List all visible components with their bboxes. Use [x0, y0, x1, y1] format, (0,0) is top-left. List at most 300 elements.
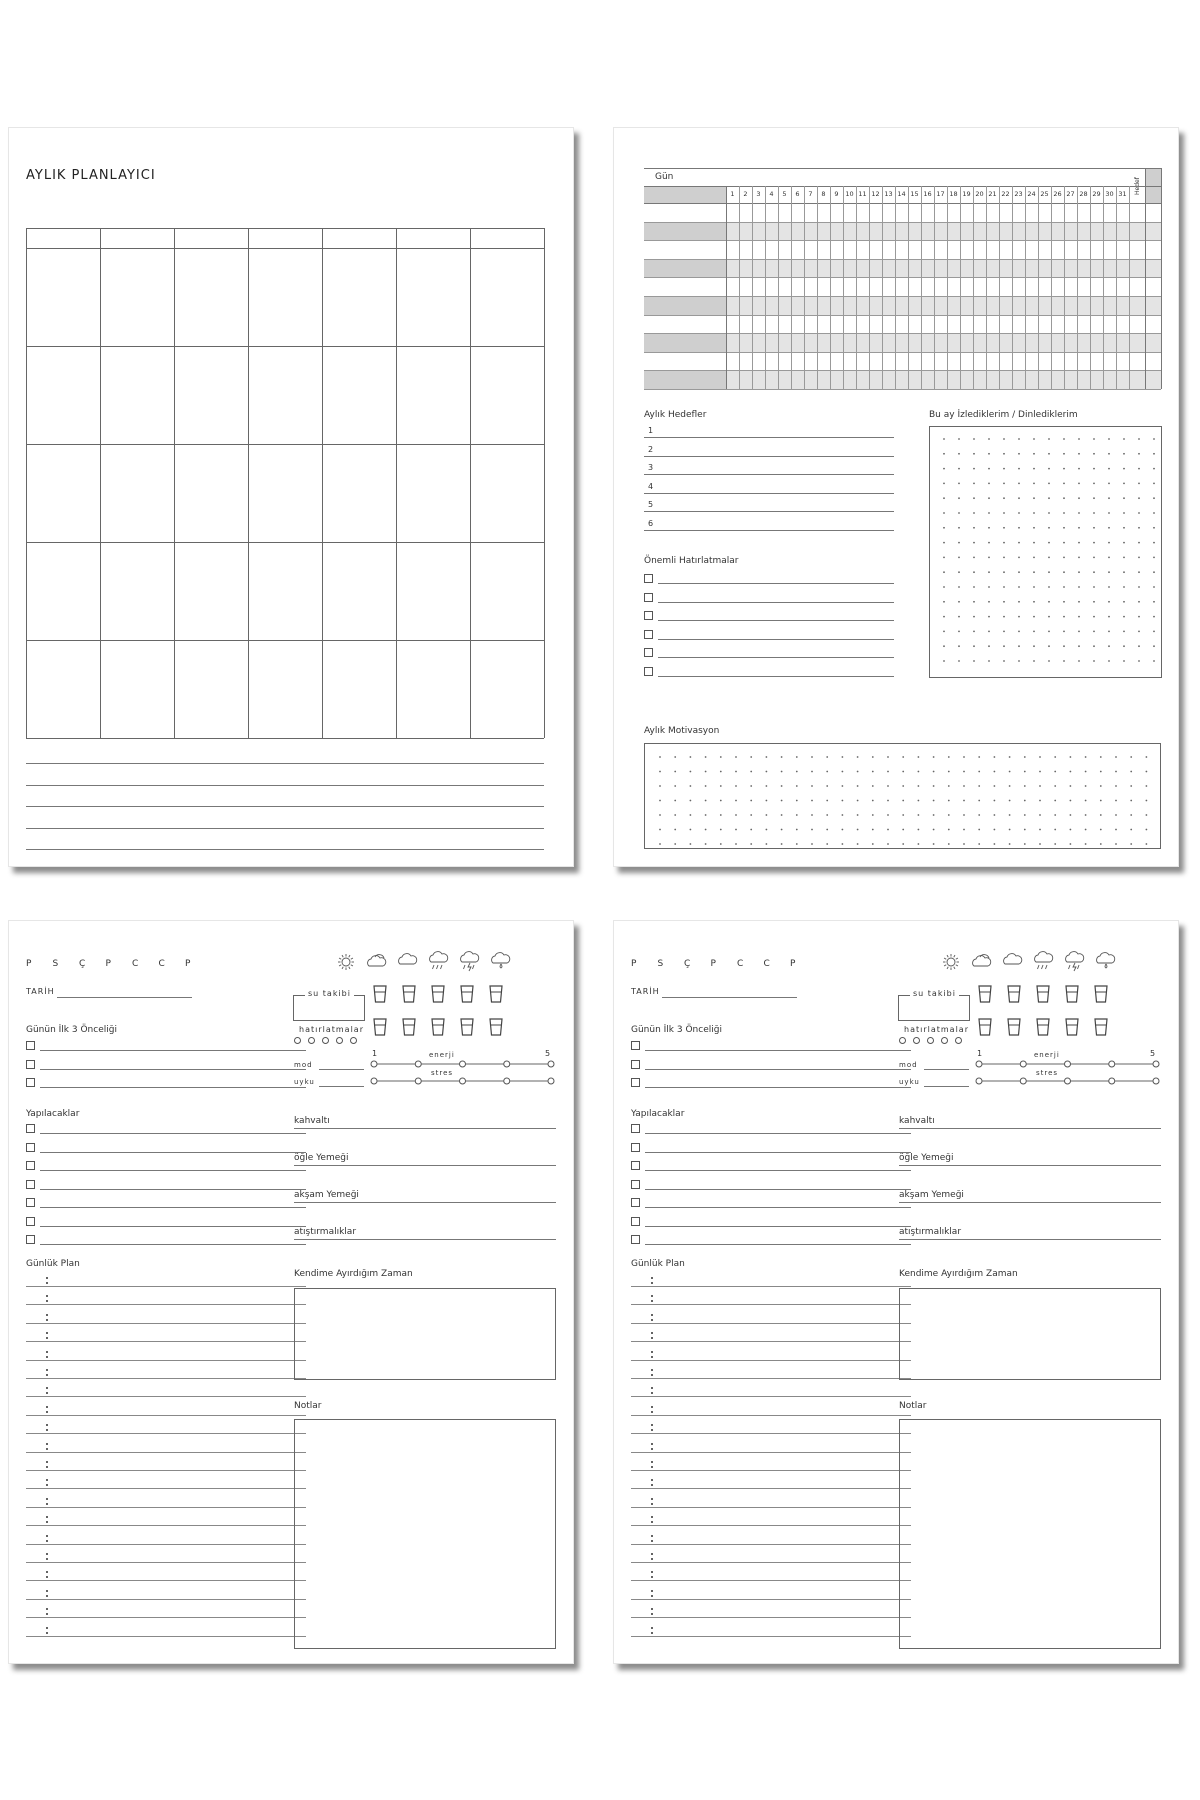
reminder-circle[interactable]: [294, 1037, 301, 1044]
todo-line[interactable]: [645, 1226, 911, 1227]
plan-line[interactable]: [26, 1544, 306, 1545]
water-box[interactable]: [293, 995, 365, 1021]
todo-line[interactable]: [40, 1244, 306, 1245]
grid-dot: [1138, 497, 1140, 499]
calendar-day-cell[interactable]: [26, 444, 100, 542]
cloud-icon[interactable]: [399, 954, 417, 964]
partly-cloudy-icon[interactable]: [368, 955, 386, 966]
priority-line[interactable]: [40, 1069, 306, 1070]
rating-step[interactable]: [460, 1061, 466, 1067]
todo-line[interactable]: [645, 1207, 911, 1208]
reminder-circle[interactable]: [955, 1037, 962, 1044]
rating-step[interactable]: [1109, 1061, 1115, 1067]
calendar-day-cell[interactable]: [470, 248, 544, 346]
dot-grid: [930, 427, 1163, 679]
reminder-line[interactable]: [658, 639, 894, 640]
habit-row[interactable]: [644, 296, 1161, 315]
me-time-box[interactable]: [294, 1288, 556, 1380]
habit-row[interactable]: [644, 370, 1161, 389]
water-glass-icon[interactable]: [1095, 986, 1107, 1002]
todo-line[interactable]: [40, 1152, 306, 1153]
habit-name-cell[interactable]: [644, 296, 726, 315]
plan-line[interactable]: [26, 1452, 306, 1453]
weekday-letter[interactable]: P: [185, 959, 191, 969]
plan-line[interactable]: [26, 1415, 306, 1416]
plan-time-colon: [651, 1571, 653, 1573]
water-glass-icon[interactable]: [1037, 1019, 1049, 1035]
weekday-letter[interactable]: P: [105, 959, 111, 969]
plan-line[interactable]: [26, 1562, 306, 1563]
water-glass-icon[interactable]: [1095, 1019, 1107, 1035]
grid-dot: [781, 800, 783, 802]
reminder-line[interactable]: [658, 602, 894, 603]
calendar-day-cell[interactable]: [322, 346, 396, 444]
priority-checkbox[interactable]: [26, 1041, 35, 1050]
habit-name-cell[interactable]: [644, 259, 726, 278]
calendar-day-cell[interactable]: [470, 444, 544, 542]
calendar-day-cell[interactable]: [396, 640, 470, 738]
water-glass-icon[interactable]: [1066, 1019, 1078, 1035]
reminder-line[interactable]: [658, 657, 894, 658]
reminder-circle[interactable]: [336, 1037, 343, 1044]
todo-checkbox[interactable]: [631, 1161, 640, 1170]
calendar-day-cell[interactable]: [26, 542, 100, 640]
habit-row[interactable]: [644, 277, 1161, 296]
weekday-letter[interactable]: C: [763, 959, 770, 969]
notes-box[interactable]: [899, 1419, 1161, 1649]
grid-dot: [1093, 645, 1095, 647]
sleep-field[interactable]: [924, 1086, 969, 1087]
water-glass-icon[interactable]: [374, 1019, 386, 1035]
note-line[interactable]: [26, 849, 544, 850]
grid-dot: [1108, 557, 1110, 559]
reminder-circle[interactable]: [322, 1037, 329, 1044]
priority-line[interactable]: [40, 1087, 306, 1088]
calendar-day-cell[interactable]: [26, 346, 100, 444]
plan-line[interactable]: [631, 1304, 911, 1305]
todo-checkbox[interactable]: [631, 1217, 640, 1226]
grid-dot: [735, 814, 737, 816]
todo-checkbox[interactable]: [26, 1198, 35, 1207]
plan-time-colon: [46, 1406, 48, 1408]
plan-time-colon: [46, 1576, 48, 1578]
plan-line[interactable]: [26, 1286, 306, 1287]
plan-line[interactable]: [26, 1580, 306, 1581]
water-glass-icon[interactable]: [461, 1019, 473, 1035]
todo-line[interactable]: [40, 1226, 306, 1227]
todo-checkbox[interactable]: [26, 1124, 35, 1133]
plan-line[interactable]: [631, 1378, 911, 1379]
calendar-day-cell[interactable]: [322, 542, 396, 640]
plan-line[interactable]: [631, 1470, 911, 1471]
calendar-day-cell[interactable]: [248, 640, 322, 738]
calendar-day-cell[interactable]: [396, 542, 470, 640]
day-number: 29: [1092, 190, 1101, 198]
rating-step[interactable]: [415, 1078, 421, 1084]
grid-dot: [1138, 483, 1140, 485]
water-glass-icon[interactable]: [403, 1019, 415, 1035]
goal-line[interactable]: [644, 437, 894, 438]
plan-line[interactable]: [26, 1323, 306, 1324]
priority-checkbox[interactable]: [26, 1060, 35, 1069]
meal-line[interactable]: [899, 1128, 1161, 1129]
calendar-grid: [26, 228, 544, 738]
mood-field[interactable]: [319, 1069, 364, 1070]
grid-dot: [735, 756, 737, 758]
grid-dot: [943, 527, 945, 529]
reminder-circle[interactable]: [899, 1037, 906, 1044]
plan-line[interactable]: [631, 1341, 911, 1342]
water-glass-icon[interactable]: [403, 986, 415, 1002]
water-glass-icon[interactable]: [374, 986, 386, 1002]
reminder-circle[interactable]: [927, 1037, 934, 1044]
todo-checkbox[interactable]: [26, 1180, 35, 1189]
priority-checkbox[interactable]: [631, 1060, 640, 1069]
plan-line[interactable]: [631, 1396, 911, 1397]
habit-row[interactable]: [644, 333, 1161, 352]
water-glass-icon[interactable]: [979, 1019, 991, 1035]
plan-line[interactable]: [631, 1452, 911, 1453]
habit-name-cell[interactable]: [644, 333, 726, 352]
reminder-line[interactable]: [658, 620, 894, 621]
calendar-day-cell[interactable]: [100, 248, 174, 346]
sun-icon[interactable]: [338, 954, 354, 970]
plan-line[interactable]: [631, 1562, 911, 1563]
rating-step[interactable]: [1065, 1078, 1071, 1084]
water-glass-icon[interactable]: [1066, 986, 1078, 1002]
notes-box[interactable]: [294, 1419, 556, 1649]
plan-line[interactable]: [26, 1433, 306, 1434]
habit-name-cell[interactable]: [644, 315, 726, 334]
water-glass-icon[interactable]: [490, 1019, 502, 1035]
reminder-circle[interactable]: [350, 1037, 357, 1044]
calendar-day-cell[interactable]: [470, 640, 544, 738]
calendar-day-cell[interactable]: [100, 542, 174, 640]
cloud-drizzle-icon[interactable]: [1097, 953, 1115, 968]
plan-line[interactable]: [26, 1360, 306, 1361]
habit-name-cell[interactable]: [644, 277, 726, 296]
sleep-field[interactable]: [319, 1086, 364, 1087]
goal-line[interactable]: [644, 530, 894, 531]
mood-field[interactable]: [924, 1069, 969, 1070]
meal-line[interactable]: [294, 1239, 556, 1240]
rating-step[interactable]: [1153, 1061, 1159, 1067]
plan-time-colon: [46, 1503, 48, 1505]
calendar-day-cell[interactable]: [396, 444, 470, 542]
calendar-day-cell[interactable]: [248, 346, 322, 444]
rating-step[interactable]: [1020, 1061, 1026, 1067]
watched-dot-box[interactable]: [929, 426, 1162, 678]
grid-dot: [690, 829, 692, 831]
calendar-day-cell[interactable]: [100, 640, 174, 738]
water-glass-icon[interactable]: [1008, 986, 1020, 1002]
calendar-day-cell[interactable]: [174, 346, 248, 444]
plan-time-colon: [46, 1571, 48, 1573]
me-time-box[interactable]: [899, 1288, 1161, 1380]
day-number: 28: [1079, 190, 1088, 198]
reminder-checkbox[interactable]: [644, 630, 653, 639]
goal-line[interactable]: [644, 456, 894, 457]
rating-step[interactable]: [371, 1061, 377, 1067]
plan-time-colon: [46, 1627, 48, 1629]
date-field[interactable]: [57, 997, 192, 998]
grid-dot: [1048, 645, 1050, 647]
day-number: 13: [884, 190, 893, 198]
water-glass-icon[interactable]: [1008, 1019, 1020, 1035]
plan-line[interactable]: [631, 1636, 911, 1637]
todo-line[interactable]: [645, 1244, 911, 1245]
weekday-letter[interactable]: S: [657, 959, 664, 969]
plan-line[interactable]: [26, 1304, 306, 1305]
rain-icon[interactable]: [1035, 952, 1053, 969]
todo-line[interactable]: [40, 1133, 306, 1134]
plan-line[interactable]: [631, 1415, 911, 1416]
grid-dot: [978, 814, 980, 816]
reminder-circle[interactable]: [941, 1037, 948, 1044]
grid-dot: [857, 785, 859, 787]
note-line[interactable]: [26, 828, 544, 829]
plan-line[interactable]: [631, 1488, 911, 1489]
reminder-circle[interactable]: [308, 1037, 315, 1044]
goal-line[interactable]: [644, 511, 894, 512]
date-field[interactable]: [662, 997, 797, 998]
priority-checkbox[interactable]: [631, 1041, 640, 1050]
calendar-day-cell[interactable]: [26, 248, 100, 346]
plan-line[interactable]: [631, 1617, 911, 1618]
calendar-day-cell[interactable]: [248, 444, 322, 542]
storm-icon[interactable]: [461, 952, 479, 971]
rating-step[interactable]: [1020, 1078, 1026, 1084]
calendar-day-cell[interactable]: [396, 346, 470, 444]
grid-dot: [1130, 771, 1132, 773]
sun-icon[interactable]: [943, 954, 959, 970]
plan-line[interactable]: [631, 1544, 911, 1545]
calendar-day-cell[interactable]: [470, 346, 544, 444]
weekday-letter[interactable]: C: [158, 959, 165, 969]
meal-line[interactable]: [899, 1165, 1161, 1166]
note-line[interactable]: [26, 785, 544, 786]
plan-line[interactable]: [26, 1507, 306, 1508]
todo-checkbox[interactable]: [631, 1124, 640, 1133]
plan-line[interactable]: [26, 1617, 306, 1618]
habit-row[interactable]: [644, 222, 1161, 241]
weekday-letter[interactable]: C: [737, 959, 744, 969]
grid-dot: [1115, 800, 1117, 802]
reminder-checkbox[interactable]: [644, 593, 653, 602]
todo-line[interactable]: [645, 1152, 911, 1153]
water-glass-icon[interactable]: [1037, 986, 1049, 1002]
plan-line[interactable]: [631, 1507, 911, 1508]
grid-dot: [1085, 829, 1087, 831]
todo-line[interactable]: [40, 1170, 306, 1171]
grid-dot: [1093, 527, 1095, 529]
meal-line[interactable]: [899, 1202, 1161, 1203]
water-glass-icon[interactable]: [432, 986, 444, 1002]
rating-step[interactable]: [504, 1061, 510, 1067]
plan-time-colon: [651, 1277, 653, 1279]
habit-row[interactable]: [644, 259, 1161, 278]
plan-line[interactable]: [26, 1636, 306, 1637]
calendar-day-cell[interactable]: [100, 346, 174, 444]
plan-line[interactable]: [631, 1360, 911, 1361]
todo-line[interactable]: [40, 1189, 306, 1190]
grid-dot: [1024, 800, 1026, 802]
weekday-letter[interactable]: Ç: [684, 959, 691, 969]
todo-line[interactable]: [645, 1189, 911, 1190]
water-glass-icon[interactable]: [490, 986, 502, 1002]
grid-dot: [958, 468, 960, 470]
plan-time-colon: [651, 1387, 653, 1389]
rating-step[interactable]: [976, 1061, 982, 1067]
reminder-checkbox[interactable]: [644, 574, 653, 583]
plan-line[interactable]: [631, 1580, 911, 1581]
habit-name-cell[interactable]: [644, 352, 726, 371]
calendar-day-cell[interactable]: [100, 444, 174, 542]
todo-line[interactable]: [40, 1207, 306, 1208]
rating-step[interactable]: [1065, 1061, 1071, 1067]
calendar-day-cell[interactable]: [174, 444, 248, 542]
water-glass-icon[interactable]: [432, 1019, 444, 1035]
goal-line[interactable]: [644, 474, 894, 475]
calendar-day-cell[interactable]: [396, 248, 470, 346]
weekday-letter[interactable]: P: [710, 959, 716, 969]
weekday-letter[interactable]: Ç: [79, 959, 86, 969]
todo-line[interactable]: [645, 1170, 911, 1171]
calendar-day-cell[interactable]: [174, 640, 248, 738]
reminder-checkbox[interactable]: [644, 611, 653, 620]
note-line[interactable]: [26, 806, 544, 807]
grid-dot: [1033, 586, 1035, 588]
water-glass-icon[interactable]: [461, 986, 473, 1002]
grid-dot: [1123, 483, 1125, 485]
habit-row[interactable]: [644, 203, 1161, 222]
grid-dot: [1078, 542, 1080, 544]
grid-dot: [857, 814, 859, 816]
rating-step[interactable]: [976, 1078, 982, 1084]
rating-step[interactable]: [548, 1078, 554, 1084]
grid-dot: [857, 800, 859, 802]
calendar-day-cell[interactable]: [470, 542, 544, 640]
priority-line[interactable]: [40, 1050, 306, 1051]
todo-checkbox[interactable]: [26, 1235, 35, 1244]
calendar-day-cell[interactable]: [322, 640, 396, 738]
meal-line[interactable]: [294, 1202, 556, 1203]
todo-line[interactable]: [645, 1133, 911, 1134]
calendar-day-cell[interactable]: [174, 248, 248, 346]
grid-dot: [1048, 631, 1050, 633]
priority-line[interactable]: [645, 1087, 911, 1088]
water-glass-icon[interactable]: [979, 986, 991, 1002]
plan-line[interactable]: [631, 1433, 911, 1434]
rating-step[interactable]: [460, 1078, 466, 1084]
reminder-line[interactable]: [658, 583, 894, 584]
note-line[interactable]: [26, 763, 544, 764]
weekday-letter[interactable]: P: [790, 959, 796, 969]
calendar-day-cell[interactable]: [248, 542, 322, 640]
plan-line[interactable]: [26, 1378, 306, 1379]
plan-line[interactable]: [26, 1599, 306, 1600]
reminder-checkbox[interactable]: [644, 648, 653, 657]
todo-checkbox[interactable]: [631, 1235, 640, 1244]
weekday-letter[interactable]: S: [52, 959, 59, 969]
habit-name-cell[interactable]: [644, 222, 726, 241]
calendar-day-cell[interactable]: [322, 444, 396, 542]
todo-checkbox[interactable]: [631, 1198, 640, 1207]
habit-name-cell[interactable]: [644, 240, 726, 259]
rating-step[interactable]: [548, 1061, 554, 1067]
priority-checkbox[interactable]: [631, 1078, 640, 1087]
todo-checkbox[interactable]: [631, 1180, 640, 1189]
reminder-line[interactable]: [658, 676, 894, 677]
cloud-drizzle-icon[interactable]: [492, 953, 510, 968]
todo-checkbox[interactable]: [631, 1143, 640, 1152]
plan-line[interactable]: [26, 1525, 306, 1526]
habit-name-cell[interactable]: [644, 370, 726, 389]
todo-checkbox[interactable]: [26, 1217, 35, 1226]
habit-row[interactable]: [644, 240, 1161, 259]
plan-line[interactable]: [631, 1323, 911, 1324]
calendar-day-cell[interactable]: [174, 542, 248, 640]
rating-step[interactable]: [371, 1078, 377, 1084]
reminder-checkbox[interactable]: [644, 667, 653, 676]
rating-step[interactable]: [415, 1061, 421, 1067]
plan-line[interactable]: [631, 1599, 911, 1600]
priority-checkbox[interactable]: [26, 1078, 35, 1087]
priority-line[interactable]: [645, 1050, 911, 1051]
calendar-day-cell[interactable]: [322, 248, 396, 346]
reminder-circle[interactable]: [913, 1037, 920, 1044]
water-box[interactable]: [898, 995, 970, 1021]
priority-line[interactable]: [645, 1069, 911, 1070]
calendar-day-cell[interactable]: [248, 248, 322, 346]
rain-icon[interactable]: [430, 952, 448, 969]
plan-line[interactable]: [631, 1525, 911, 1526]
habit-name-cell[interactable]: [644, 203, 726, 222]
goal-line[interactable]: [644, 493, 894, 494]
meal-line[interactable]: [294, 1128, 556, 1129]
notes-title: Notlar: [294, 1401, 322, 1411]
grid-dot: [1048, 542, 1050, 544]
plan-time-colon: [651, 1466, 653, 1468]
storm-icon[interactable]: [1066, 952, 1084, 971]
plan-line[interactable]: [631, 1286, 911, 1287]
meal-line[interactable]: [294, 1165, 556, 1166]
motivation-dot-box[interactable]: [644, 743, 1161, 849]
weekday-letter[interactable]: C: [132, 959, 139, 969]
rating-step[interactable]: [1109, 1078, 1115, 1084]
rating-step[interactable]: [1153, 1078, 1159, 1084]
todo-checkbox[interactable]: [26, 1143, 35, 1152]
partly-cloudy-icon[interactable]: [973, 955, 991, 966]
calendar-day-cell[interactable]: [26, 640, 100, 738]
plan-line[interactable]: [26, 1488, 306, 1489]
weekday-letter[interactable]: P: [26, 959, 32, 969]
rating-step[interactable]: [504, 1078, 510, 1084]
habit-row[interactable]: [644, 352, 1161, 371]
grid-dot: [1033, 438, 1035, 440]
plan-line[interactable]: [26, 1396, 306, 1397]
plan-line[interactable]: [26, 1341, 306, 1342]
cloud-icon[interactable]: [1004, 954, 1022, 964]
habit-row[interactable]: [644, 315, 1161, 334]
meal-line[interactable]: [899, 1239, 1161, 1240]
day-number: 2: [743, 190, 748, 198]
weekday-letter[interactable]: P: [631, 959, 637, 969]
plan-time-colon: [46, 1608, 48, 1610]
plan-line[interactable]: [26, 1470, 306, 1471]
todo-checkbox[interactable]: [26, 1161, 35, 1170]
grid-dot: [1048, 453, 1050, 455]
